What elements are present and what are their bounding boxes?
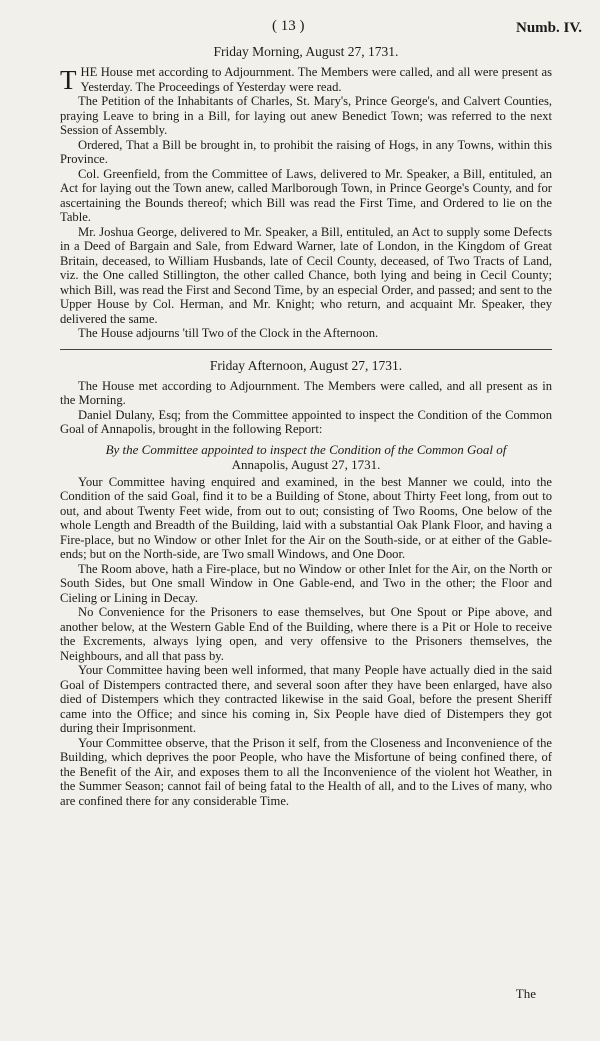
afternoon-paragraph: The House met according to Adjournment. The Members were called, and all present as in the Morning. xyxy=(60,378,552,407)
section-divider xyxy=(60,349,552,350)
morning-paragraph-text: HE House met according to Adjournment. The Members were called, and all were present as Yesterday. The Proceedings of Yesterday were read. xyxy=(80,65,552,94)
journal-body xyxy=(60,44,552,808)
drop-cap: T xyxy=(60,65,77,95)
morning-paragraph: Col. Greenfield, from the Committee of Laws, delivered to Mr. Speaker, a Bill, entituled, an Act for laying out the Town anew, called Marlborough Town, in Prince George's County, and for ascertaining the Bounds thereof; which Bill was read the First Time, and Ordered to lie on the Table. xyxy=(60,166,552,224)
morning-paragraph: Mr. Joshua George, delivered to Mr. Speaker, a Bill, entituled, an Act to supply some Defects in a Deed of Bargain and Sale, from Edward Warner, late of London, in the Kingdom of Great Britain, deceased, to William Husbands, late of Cecil County, deceased, of Two Tracts of Land, viz. the One called Stillington, the other called Chance, both lying and being in Cecil County; which Bill, was read the First and Second Time, by an especial Order, and passed; and sent to the Upper House by Col. Herman, and Mr. Knight; who return, and acquaint Mr. Speaker, they delivered the same. xyxy=(60,224,552,326)
catchword: The xyxy=(515,986,536,1001)
report-paragraph: Your Committee having been well informed, that many People have actually died in the said Goal of Distempers contracted there, and several soon after they have been enlarged, have also died of Distempers which they contracted likewise in the said Goal, before the present Sheriff came into the Office; and since his coming in, Six People have died of Distempers they got during their Imprisonment. xyxy=(60,663,552,735)
morning-paragraph: Ordered, That a Bill be brought in, to prohibit the raising of Hogs, in any Towns, within this Province. xyxy=(60,137,552,166)
afternoon-paragraph: Daniel Dulany, Esq; from the Committee appointed to inspect the Condition of the Common Goal of Annapolis, brought in the following Report: xyxy=(60,407,552,436)
morning-paragraph: The Petition of the Inhabitants of Charles, St. Mary's, Prince George's, and Calvert Counties, praying Leave to bring in a Bill, for laying out anew Benedict Town; was referred to the next Session of Assembly. xyxy=(60,94,552,137)
report-date: Annapolis, August 27, 1731. xyxy=(231,457,381,472)
morning-paragraph xyxy=(60,65,552,94)
page-header xyxy=(0,18,600,40)
report-heading: By the Committee appointed to inspect the Condition of the Common Goal of xyxy=(105,441,507,457)
page-number: ( 13 ) xyxy=(272,18,305,34)
report-paragraph: The Room above, hath a Fire-place, but no Window or other Inlet for the Air, on the North or South Sides, but One small Window in One Gable-end, and Two in the other; the Floor and Cieling or Lining in Decay. xyxy=(60,561,552,605)
report-paragraph: No Convenience for the Prisoners to ease themselves, but One Spout or Pipe above, and another below, at the Western Gable End of the Building, where there is a Pit or Hole to receive the Excrements, always lying open, and very offensive to the Prisoners themselves, the Neighbours, and all that pass by. xyxy=(60,605,552,663)
issue-number: Numb. IV. xyxy=(516,20,582,36)
report-paragraph: Your Committee having enquired and examined, in the best Manner we could, into the Condition of the said Goal, find it to be a Building of Stone, about Thirty Feet long, from out to out, and about Twenty Feet wide, from out to out; consisting of Two Rooms, One below of the whole Length and Breadth of the Building, laid with a substantial Oak Plank Floor, and having a Fire-place, but no Window or other Inlet for the Air on the South-side, or at either of the Gable-ends; but on the North-side, are Two small Windows, and One Door. xyxy=(60,474,552,561)
morning-paragraph: The House adjourns 'till Two of the Clock in the Afternoon. xyxy=(78,326,379,340)
report-paragraph: Your Committee observe, that the Prison it self, from the Closeness and Inconvenience of the Building, which deprives the poor People, who have the Misfortune of being confined there, of the Benefit of the Air, and exposes them to all the Inconvenience of the violent hot Weather, in the Summer Season; cannot fail of being fatal to the Health of all, and to the Lives of many, who are confined there for any considerable Time. xyxy=(60,735,552,808)
afternoon-dateline: Friday Afternoon, August 27, 1731. xyxy=(209,357,403,373)
morning-dateline: Friday Morning, August 27, 1731. xyxy=(213,44,399,59)
